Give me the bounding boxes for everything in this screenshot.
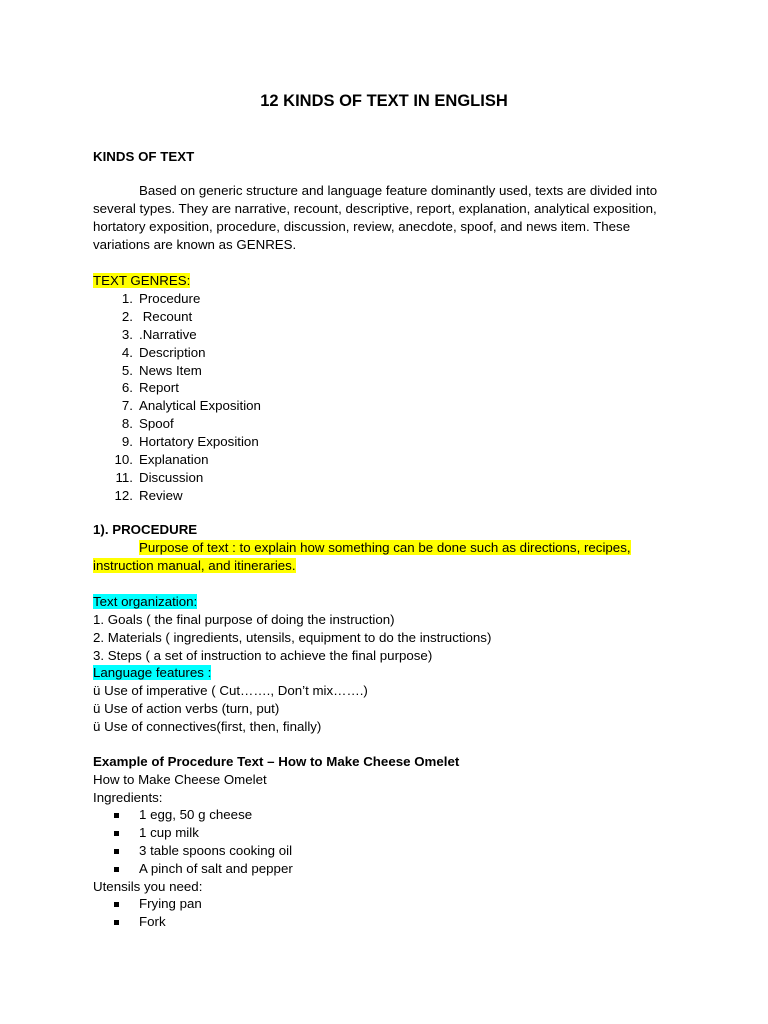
org-list [93,611,673,665]
lang-heading-row [93,664,673,682]
list-item: 3 table spoons cooking oil [93,842,673,860]
list-item: 1 egg, 50 g cheese [93,806,673,824]
list-item: 3. Steps ( a set of instruction to achieve the final purpose) [93,648,433,663]
bullet-icon [114,849,119,854]
genres-heading: TEXT GENRES: [93,273,191,288]
bullet-icon [114,902,119,907]
list-item: 7. Analytical Exposition [121,398,261,414]
org-heading-row [93,593,673,611]
utensils-list [93,895,673,931]
list-item: 1 cup milk [93,824,673,842]
ingredients-label: Ingredients: [93,790,163,805]
list-item: ü Use of imperative ( Cut……., Don’t mix…….) [93,683,368,698]
utensils-label: Utensils you need: [93,879,203,894]
intro-paragraph-block [93,182,673,254]
list-item: 8. Spoof [121,416,174,432]
list-item: 3. .Narrative [121,326,197,342]
bullet-icon [114,867,119,872]
list-item: 2. Materials ( ingredients, utensils, equipment to do the instructions) [93,630,492,645]
list-item: 1. Procedure [121,291,201,306]
kinds-heading: KINDS OF TEXT [93,149,195,164]
lang-list [93,682,673,736]
list-item: 11. Discussion [115,469,204,485]
list-item: 4. Description [121,344,206,360]
list-item: 12. Review [114,487,183,503]
list-item: 10. Explanation [114,452,209,468]
org-heading: Text organization: [93,594,198,609]
bullet-icon [114,831,119,836]
list-item: 9. Hortatory Exposition [121,434,259,450]
purpose-paragraph [93,539,673,575]
example-title: How to Make Cheese Omelet [93,772,267,787]
ingredients-list [93,806,673,878]
example-heading: Example of Procedure Text – How to Make Cheese Omelet [93,754,460,769]
purpose-block [93,539,673,575]
bullet-icon [114,920,119,925]
document-title: 12 KINDS OF TEXT IN ENGLISH [260,92,508,110]
procedure-heading: 1). PROCEDURE [93,522,198,537]
list-item: Frying pan [93,895,673,913]
list-item: ü Use of connectives(first, then, finally) [93,719,322,734]
genres-heading-row [93,272,673,290]
purpose-text: Purpose of text : to explain how something can be done such as directions, recipes, instruction manual, and itineraries. [93,540,631,573]
list-item: Fork [93,913,673,931]
list-item: 2. Recount [121,308,193,324]
list-item: 5. News Item [121,362,202,378]
genres-list [93,290,673,505]
lang-heading: Language features : [93,665,212,680]
intro-paragraph: Based on generic structure and language feature dominantly used, texts are divided into several types. They are narrative, recount, descriptive, report, explanation, analytical exposition, hortatory exposition, procedure, discussion, review, anecdote, spoof, and news item. These variations are known as GENRES. [93,183,658,252]
list-item: 6. Report [121,380,179,396]
list-item: ü Use of action verbs (turn, put) [93,701,280,716]
bullet-icon [114,813,119,818]
list-item: 1. Goals ( the final purpose of doing the instruction) [93,612,395,627]
list-item: A pinch of salt and pepper [93,860,673,878]
